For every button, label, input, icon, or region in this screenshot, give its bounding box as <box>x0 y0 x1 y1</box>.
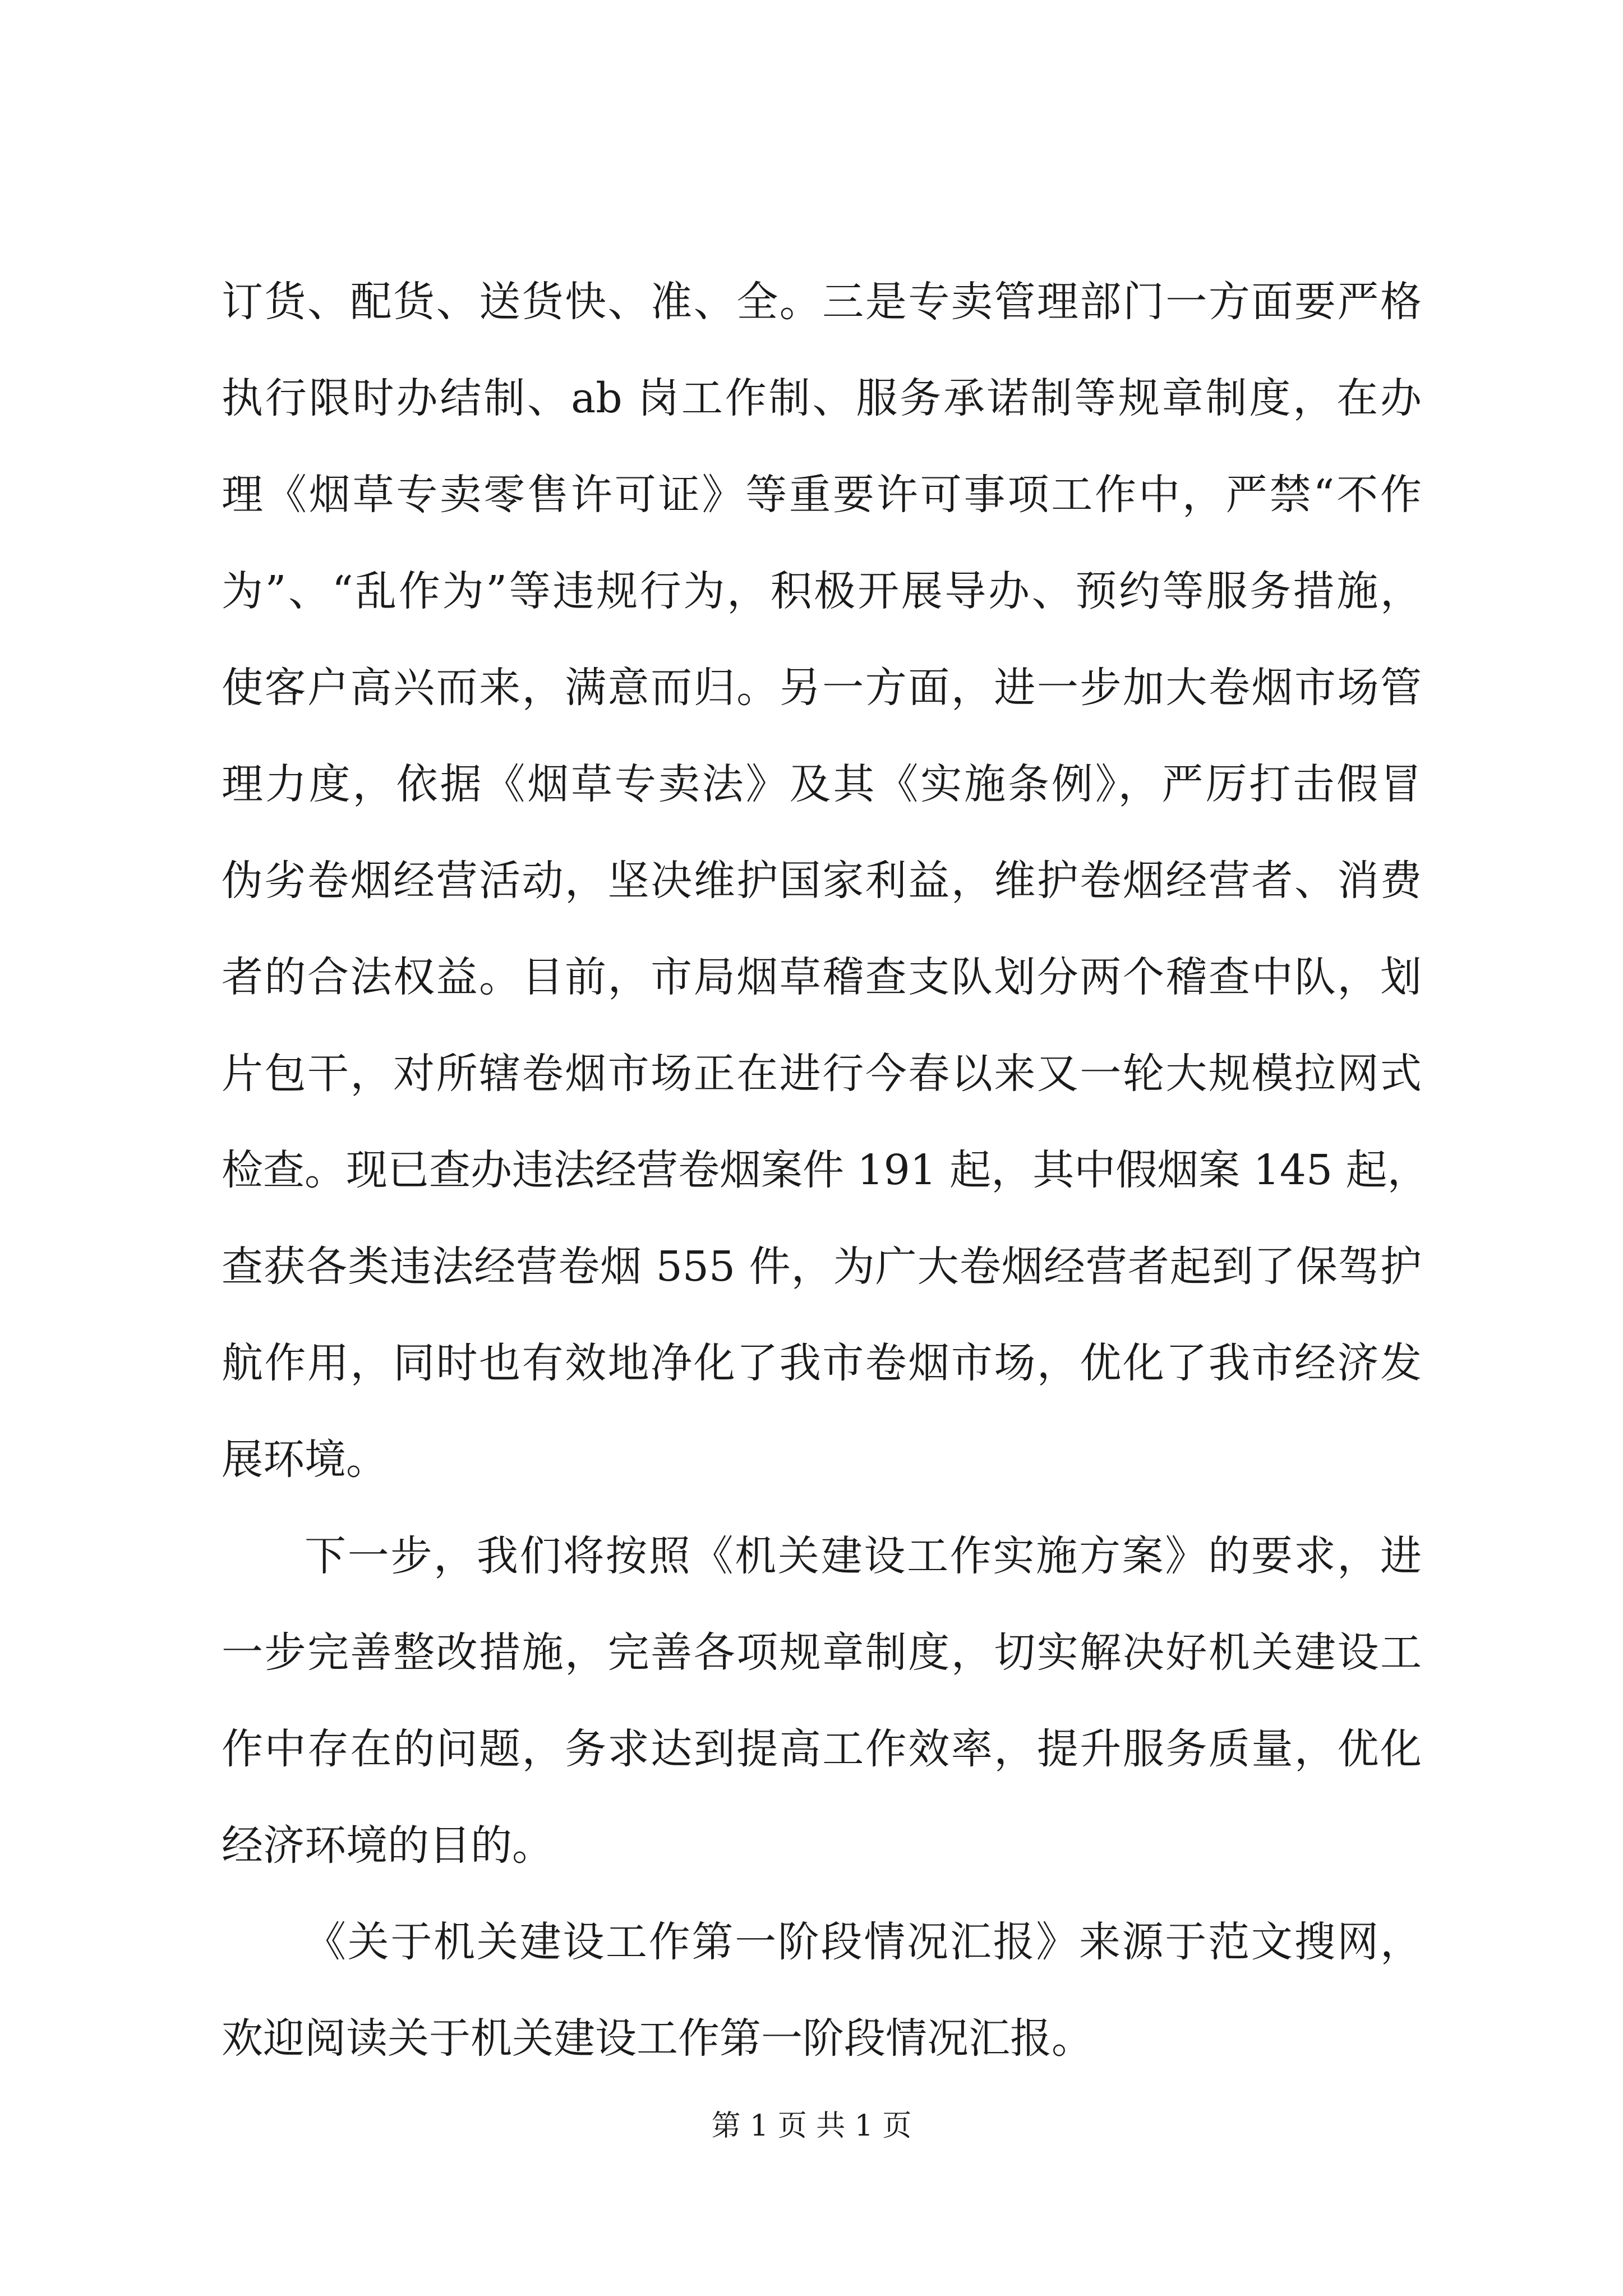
text-line: 使客户高兴而来，满意而归。另一方面，进一步加大卷烟市场管 <box>222 664 1422 712</box>
text-line: 航作用，同时也有效地净化了我市卷烟市场，优化了我市经济发 <box>222 1339 1422 1387</box>
text-line: 《关于机关建设工作第一阶段情况汇报》来源于范文搜网， <box>305 1918 1422 1966</box>
text-line: 欢迎阅读关于机关建设工作第一阶段情况汇报。 <box>222 2014 1093 2063</box>
text-line: 查获各类违法经营卷烟 555 件，为广大卷烟经营者起到了保驾护 <box>222 1243 1422 1291</box>
page-footer: 第 1 页 共 1 页 <box>711 2109 912 2143</box>
paragraph-3 <box>222 1894 1422 2087</box>
text-line: 一步完善整改措施，完善各项规章制度，切实解决好机关建设工 <box>222 1628 1422 1677</box>
text-line: 作中存在的问题，务求达到提高工作效率，提升服务质量，优化 <box>222 1725 1422 1773</box>
document-body <box>222 254 1429 2087</box>
text-line: 展环境。 <box>222 1435 388 1484</box>
text-line: 理《烟草专卖零售许可证》等重要许可事项工作中，严禁“不作 <box>222 471 1422 519</box>
text-line: 订货、配货、送货快、准、全。三是专卖管理部门一方面要严格 <box>222 278 1422 326</box>
text-line: 伪劣卷烟经营活动，坚决维护国家利益，维护卷烟经营者、消费 <box>222 857 1422 905</box>
text-line: 片包干，对所辖卷烟市场正在进行今春以来又一轮大规模拉网式 <box>222 1050 1422 1098</box>
text-line: 执行限时办结制、ab 岗工作制、服务承诺制等规章制度，在办 <box>222 374 1422 422</box>
text-line: 理力度，依据《烟草专卖法》及其《实施条例》，严厉打击假冒 <box>222 760 1422 808</box>
text-line: 为”、“乱作为”等违规行为，积极开展导办、预约等服务措施， <box>222 567 1422 615</box>
paragraph-1 <box>222 254 1429 1508</box>
text-line: 检查。现已查办违法经营卷烟案件 191 起，其中假烟案 145 起， <box>222 1146 1429 1194</box>
text-line: 下一步，我们将按照《机关建设工作实施方案》的要求，进 <box>305 1532 1422 1580</box>
paragraph-2 <box>222 1508 1422 1894</box>
text-line: 者的合法权益。目前，市局烟草稽查支队划分两个稽查中队，划 <box>222 953 1422 1001</box>
text-line: 经济环境的目的。 <box>222 1821 554 1870</box>
